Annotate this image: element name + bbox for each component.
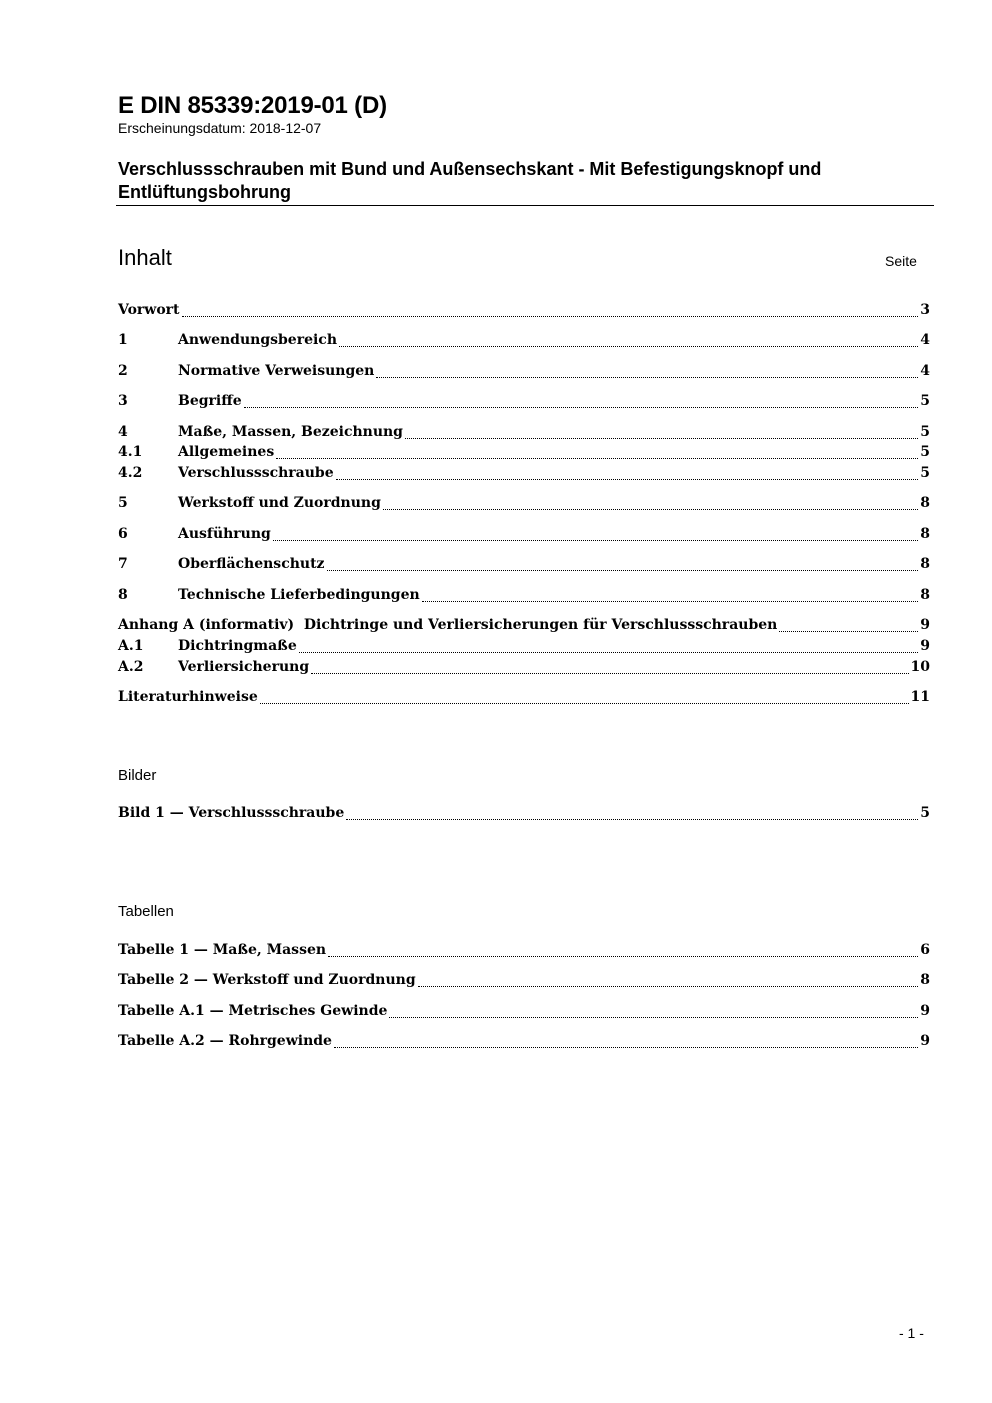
leader-dots [405, 438, 918, 439]
toc-entry-5[interactable] [118, 495, 930, 515]
table-entry-title: Tabelle 2 — Werkstoff und Zuordnung [118, 972, 416, 988]
toc-entry-4-2[interactable] [118, 465, 930, 485]
toc-entry-2[interactable] [118, 363, 930, 383]
toc-entry-number: 5 [118, 495, 128, 511]
leader-dots [418, 986, 919, 987]
table-entry-page: 8 [920, 972, 930, 988]
toc-entry-page: 9 [920, 617, 930, 633]
title-divider [116, 205, 934, 206]
figure-entry-title: Bild 1 — Verschlussschraube [118, 805, 345, 821]
leader-dots [422, 601, 919, 602]
toc-entry-title: Dichtringmaße [178, 638, 297, 654]
toc-entry-title: Verliersicherung [178, 659, 310, 675]
toc-entry-8[interactable] [118, 587, 930, 607]
toc-entry-number: 1 [118, 332, 128, 348]
toc-entry-page: 3 [920, 302, 930, 318]
leader-dots [346, 819, 918, 820]
leader-dots [311, 673, 908, 674]
toc-entry-number: A.2 [118, 659, 144, 675]
toc-entry-1[interactable] [118, 332, 930, 352]
toc-entry-number: 7 [118, 556, 128, 572]
leader-dots [383, 509, 918, 510]
leader-dots [273, 540, 918, 541]
toc-entry-title: Anhang A (informativ) Dichtringe und Verliersicherungen für Verschlussschrauben [118, 617, 778, 633]
leader-dots [276, 458, 918, 459]
document-title: Verschlussschrauben mit Bund und Außensechskant - Mit Befestigungsknopf und Entlüftungsbohrung [118, 159, 822, 202]
toc-entry-title: Allgemeines [178, 444, 275, 460]
toc-entry-4[interactable] [118, 424, 930, 444]
toc-entry-title: Verschlussschraube [178, 465, 334, 481]
toc-entry-7[interactable] [118, 556, 930, 576]
leader-dots [376, 377, 918, 378]
document-id: E DIN 85339:2019-01 (D) [118, 92, 387, 119]
toc-entry-a-1[interactable] [118, 638, 930, 658]
figure-entry-page: 5 [920, 805, 930, 821]
toc-entry-number: 8 [118, 587, 128, 603]
toc-entry-number: A.1 [118, 638, 144, 654]
table-entry-title: Tabelle A.1 — Metrisches Gewinde [118, 1003, 388, 1019]
toc-entry-title: Werkstoff und Zuordnung [178, 495, 381, 511]
leader-dots [327, 570, 919, 571]
toc-entry-anhang-a[interactable] [118, 617, 930, 637]
toc-entry-page: 8 [920, 556, 930, 572]
toc-entry-number: 6 [118, 526, 128, 542]
toc-entry-4-1[interactable] [118, 444, 930, 464]
toc-entry-number: 4.2 [118, 465, 143, 481]
leader-dots [334, 1047, 918, 1048]
toc-entry-page: 5 [920, 424, 930, 440]
toc-entry-page: 11 [910, 689, 930, 705]
leader-dots [339, 346, 918, 347]
toc-entry-title: Technische Lieferbedingungen [178, 587, 420, 603]
toc-heading: Inhalt [118, 245, 172, 270]
leader-dots [260, 703, 909, 704]
toc-entry-title: Oberflächenschutz [178, 556, 325, 572]
table-entry-a-1[interactable] [118, 1003, 930, 1023]
toc-entry-title: Ausführung [178, 526, 271, 542]
table-entry-page: 9 [920, 1003, 930, 1019]
leader-dots [182, 316, 919, 317]
table-entry-a-2[interactable] [118, 1033, 930, 1053]
table-entry-page: 9 [920, 1033, 930, 1049]
toc-entry-page: 5 [920, 393, 930, 409]
table-entry-page: 6 [920, 942, 930, 958]
toc-entry-page: 9 [920, 638, 930, 654]
toc-entry-page: 5 [920, 444, 930, 460]
toc-entry-title: Literaturhinweise [118, 689, 258, 705]
toc-entry-number: 4.1 [118, 444, 143, 460]
leader-dots [779, 631, 918, 632]
toc-entry-number: 3 [118, 393, 128, 409]
toc-entry-literaturhinweise[interactable] [118, 689, 930, 709]
table-entry-title: Tabelle A.2 — Rohrgewinde [118, 1033, 332, 1049]
toc-entry-page: 10 [910, 659, 930, 675]
toc-entry-title: Maße, Massen, Bezeichnung [178, 424, 403, 440]
toc-entry-title: Normative Verweisungen [178, 363, 375, 379]
toc-entry-number: 4 [118, 424, 128, 440]
toc-entry-page: 4 [920, 363, 930, 379]
table-entry-2[interactable] [118, 972, 930, 992]
toc-entry-title: Anwendungsbereich [178, 332, 337, 348]
toc-entry-vorwort[interactable] [118, 302, 930, 322]
toc-entry-page: 5 [920, 465, 930, 481]
toc-entry-page: 8 [920, 495, 930, 511]
toc-entry-page: 8 [920, 526, 930, 542]
toc-entry-page: 4 [920, 332, 930, 348]
toc-entry-number: 2 [118, 363, 128, 379]
leader-dots [299, 652, 919, 653]
page-number: - 1 - [899, 1325, 924, 1341]
figure-entry-1[interactable] [118, 805, 930, 825]
toc-entry-a-2[interactable] [118, 659, 930, 679]
toc-page-column-label: Seite [885, 253, 917, 269]
toc-entry-3[interactable] [118, 393, 930, 413]
leader-dots [336, 479, 919, 480]
leader-dots [244, 407, 919, 408]
toc-entry-title: Vorwort [118, 302, 180, 318]
figures-heading: Bilder [118, 767, 157, 784]
toc-entry-page: 8 [920, 587, 930, 603]
toc-entry-6[interactable] [118, 526, 930, 546]
leader-dots [328, 956, 918, 957]
tables-heading: Tabellen [118, 903, 174, 920]
table-entry-title: Tabelle 1 — Maße, Massen [118, 942, 327, 958]
toc-entry-title: Begriffe [178, 393, 242, 409]
publication-date: Erscheinungsdatum: 2018-12-07 [118, 120, 322, 136]
leader-dots [389, 1017, 918, 1018]
table-entry-1[interactable] [118, 942, 930, 962]
